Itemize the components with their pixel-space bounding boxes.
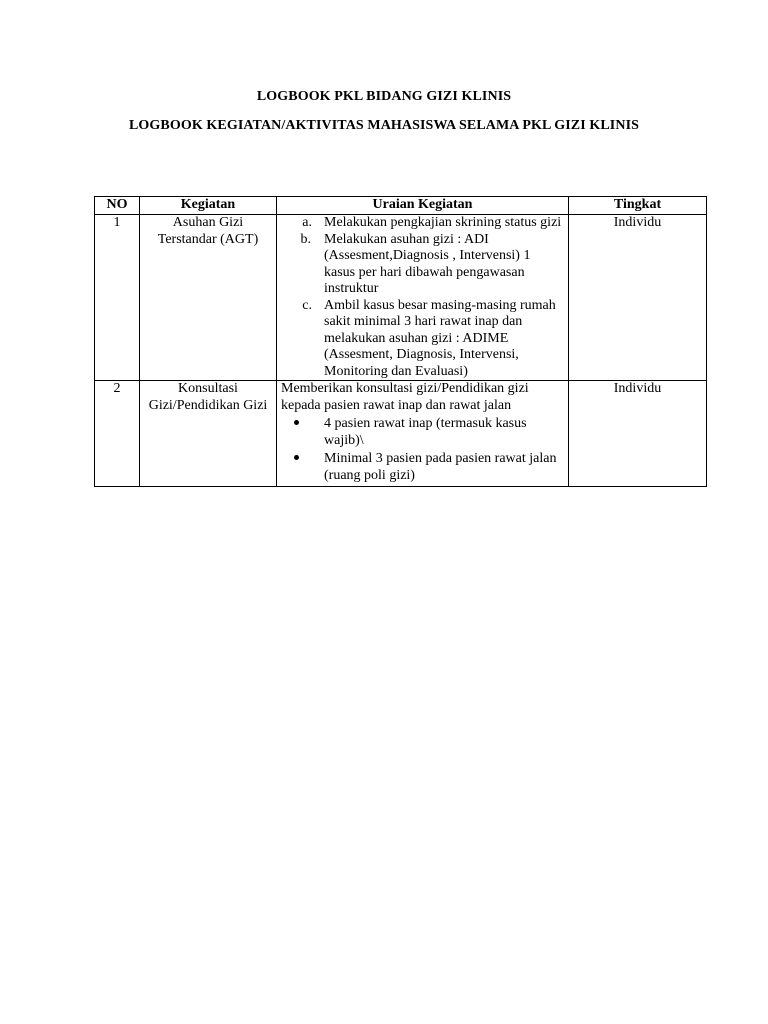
cell-kegiatan: Asuhan Gizi Terstandar (AGT) [140,215,277,381]
header-tingkat: Tingkat [569,197,707,215]
list-marker: c. [302,297,312,313]
page-title: LOGBOOK PKL BIDANG GIZI KLINIS [256,89,512,104]
table-row [95,215,707,381]
table-header-row [95,197,707,215]
cell-tingkat: Individu [569,215,707,381]
list-item [281,232,564,298]
bullet-icon [281,416,324,449]
list-item-text: Ambil kasus besar masing-masing rumah sakit minimal 3 hari rawat inap dan melakukan asuhan gizi : ADIME (Assesment, Diagnosis, Intervensi, Monitoring dan Evaluasi) [324,297,556,379]
cell-kegiatan: Konsultasi Gizi/Pendidikan Gizi [140,381,277,487]
cell-uraian [277,215,569,381]
list-item-text: Minimal 3 pasien pada pasien rawat jalan (ruang poli gizi) [324,451,557,483]
page-subtitle: LOGBOOK KEGIATAN/AKTIVITAS MAHASISWA SELAMA PKL GIZI KLINIS [128,118,640,133]
cell-no: 2 [95,381,140,487]
table-row [95,381,707,487]
logbook-table [94,196,707,487]
list-item [281,298,564,381]
header-kegiatan: Kegiatan [140,197,277,215]
header-no: NO [95,197,140,215]
list-item-text: 4 pasien rawat inap (termasuk kasus wajib)\ [324,416,527,448]
list-item [281,451,564,484]
list-item [281,416,564,449]
cell-uraian [277,381,569,487]
bullet-icon [281,451,324,484]
uraian-intro: Memberikan konsultasi gizi/Pendidikan gizi kepada pasien rawat inap dan rawat jalan [281,381,529,413]
list-item-text: Melakukan asuhan gizi : ADI (Assesment,Diagnosis , Intervensi) 1 kasus per hari dibawah pengawasan instruktur [324,231,531,296]
cell-tingkat: Individu [569,381,707,487]
header-uraian-kegiatan: Uraian Kegiatan [277,197,569,215]
list-marker: a. [302,215,312,230]
list-marker: b. [300,231,311,247]
list-item-text: Melakukan pengkajian skrining status gizi [324,215,562,230]
list-item [281,215,564,232]
cell-no: 1 [95,215,140,381]
